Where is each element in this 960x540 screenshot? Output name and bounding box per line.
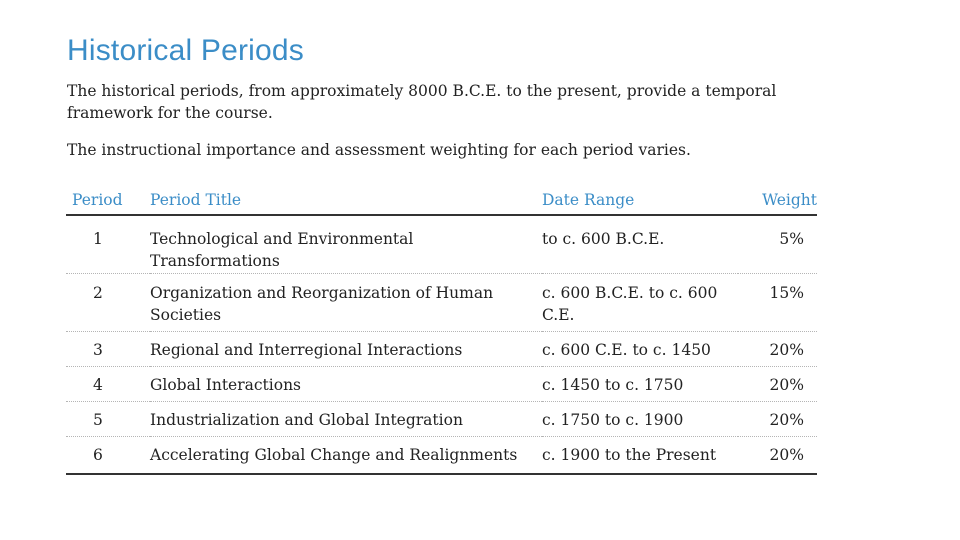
period-weight: 20% — [738, 331, 817, 366]
period-title: Regional and Interregional Interactions — [150, 331, 542, 366]
period-date-range: to c. 600 B.C.E. — [542, 215, 738, 273]
period-title: Organization and Reorganization of Human Societies — [150, 273, 542, 331]
header-period-title: Period Title — [150, 186, 542, 215]
table-row — [66, 366, 817, 401]
table-row — [66, 331, 817, 366]
period-date-range: c. 1450 to c. 1750 — [542, 366, 738, 401]
period-date-range: c. 1900 to the Present — [542, 436, 738, 474]
period-date-range: c. 1750 to c. 1900 — [542, 401, 738, 436]
intro-paragraph-2: The instructional importance and assessment weighting for each period varies. — [67, 141, 691, 159]
period-date-range: c. 600 B.C.E. to c. 600 C.E. — [542, 273, 738, 331]
periods-table — [66, 186, 817, 475]
header-weight: Weight — [738, 186, 817, 215]
table-row — [66, 215, 817, 273]
period-number: 3 — [66, 331, 150, 366]
page-title: Historical Periods — [67, 34, 305, 67]
period-weight: 20% — [738, 401, 817, 436]
period-number: 6 — [66, 436, 150, 474]
period-weight: 20% — [738, 436, 817, 474]
table-row — [66, 401, 817, 436]
table-row — [66, 436, 817, 474]
table-row — [66, 273, 817, 331]
period-title: Global Interactions — [150, 366, 542, 401]
table-header-row — [66, 186, 817, 215]
intro-paragraph-1: The historical periods, from approximately 8000 B.C.E. to the present, provide a temporal framework for the course. — [67, 82, 777, 122]
period-title: Accelerating Global Change and Realignments — [150, 436, 542, 474]
period-number: 5 — [66, 401, 150, 436]
period-weight: 5% — [738, 215, 817, 273]
period-title: Industrialization and Global Integration — [150, 401, 542, 436]
period-number: 1 — [66, 215, 150, 273]
header-period: Period — [66, 186, 150, 215]
period-weight: 15% — [738, 273, 817, 331]
period-number: 2 — [66, 273, 150, 331]
period-date-range: c. 600 C.E. to c. 1450 — [542, 331, 738, 366]
period-weight: 20% — [738, 366, 817, 401]
header-date-range: Date Range — [542, 186, 738, 215]
period-title: Technological and Environmental Transformations — [150, 215, 542, 273]
period-number: 4 — [66, 366, 150, 401]
